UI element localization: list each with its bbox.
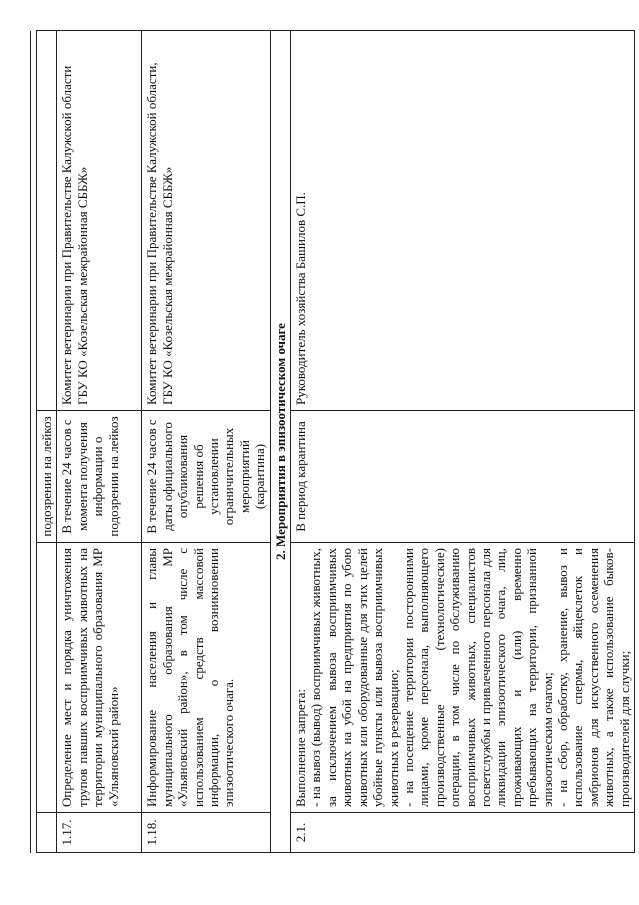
measure-responsible [57,31,142,411]
responsible-line: ГБУ КО «Козельская межрайонная СББЖ» [159,166,175,405]
measure-term: В течение 24 часов с даты официального опубликования решения об установлении ограничительных мероприятий (карантина) [142,411,270,543]
row-number: 1.17. [57,813,142,853]
table-row-1-18 [142,31,270,853]
measure-responsible [142,31,270,411]
responsible-line: ГБУ КО «Козельская межрайонная СББЖ» [74,166,90,405]
measure-text: Определение мест и порядка уничтожения трупов павших восприимчивых животных на территории муниципального образования МР «Ульяновский район» [57,543,142,813]
cont-text-cell [37,543,57,813]
cont-term-cell: подозрении на лейкоз [37,411,57,543]
section-title: 2. Мероприятия в эпизоотическом очаге [270,31,290,853]
cont-responsible-cell [37,31,57,411]
measure-line: - на вывоз (вывод) восприимчивых животных, за исключением вывоза восприимчивых животных на убой на предприятия по убою животных или оборудованные для этих целей убойные пункты или вывоза восприимчивых животных в резервацию; [308,548,401,807]
table-row-2-1 [291,31,635,853]
table-row-1-17 [57,31,142,853]
row-number: 2.1. [291,813,635,853]
responsible-line: Комитет ветеринарии при Правительстве Калужской области [59,65,75,405]
measure-line: - на сбор, обработку, хранение, вывоз и использование спермы, яйцеклеток и эмбрионов для искусственного осеменения животных, а также использование быков-производителей для случки; [554,548,632,807]
measure-line: - на посещение территории посторонними лицами, кроме персонала, выполняющего производственные (технологические) операции, в том числе по обслуживанию восприимчивых животных, специалистов госветслужбы и привлеченного персонала для ликвидации эпизоотического очага, лиц, проживающих и (или) временно пребывающих на территории, признанной эпизоотическим очагом; [400,548,555,807]
page-top-border [30,31,31,853]
continuation-row [37,31,57,853]
measure-responsible: Руководитель хозяйства Башилов С.П. [291,31,635,411]
measure-text [291,543,635,813]
measure-line: Выполнение запрета: [293,688,309,807]
responsible-line: Комитет ветеринарии при Правительстве Калужской области, [144,62,160,405]
measures-table [36,30,635,853]
section-row [270,31,290,853]
cont-num-cell [37,813,57,853]
measure-term: В течение 24 часов с момента получения информации о подозрении на лейкоз [57,411,142,543]
measure-text: Информирование населения и главы муниципального образования МР «Ульяновский район», в том числе с использованием средств массовой информации, о возникновении эпизоотического очага. [142,543,270,813]
measure-term: В период карантина [291,411,635,543]
row-number: 1.18. [142,813,270,853]
